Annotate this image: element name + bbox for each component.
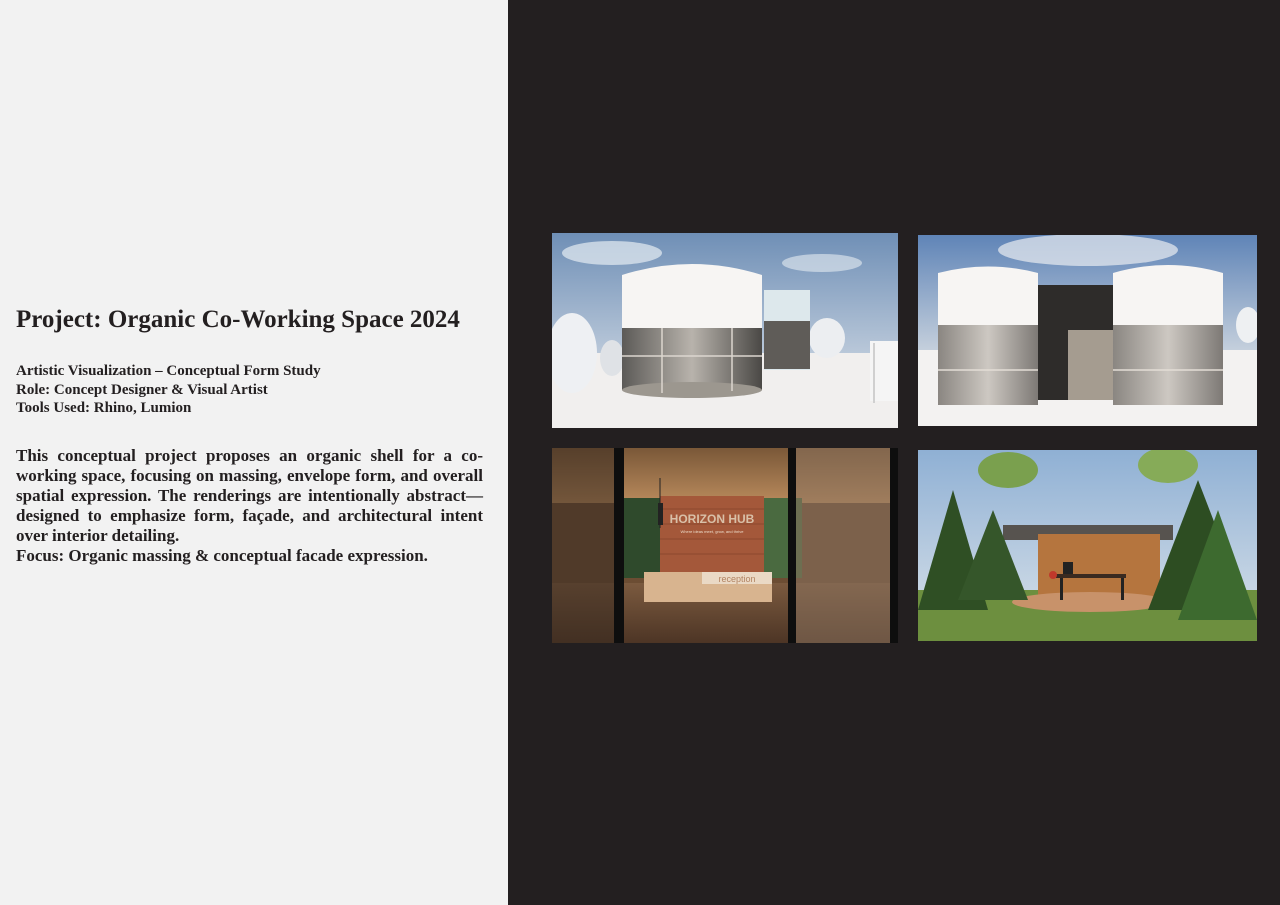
reception-desk-label: reception [718, 574, 756, 584]
project-description: This conceptual project proposes an organic shell for a co-working space, focusing on massing, envelope form, and overall spatial expression. The renderings are intentionally abstract—designed to emphasize form, façade, and architectural intent over interior detailing. [16, 446, 483, 545]
project-role: Role: Concept Designer & Visual Artist [16, 381, 268, 398]
project-meta [16, 362, 486, 418]
render-interior-reception [552, 448, 898, 643]
text-panel [0, 0, 508, 905]
render-exterior-snow-1 [552, 233, 898, 428]
reception-tagline-text: Where ideas meet, grow, and thrive [680, 529, 744, 534]
reception-sign-text: HORIZON HUB [669, 512, 755, 526]
project-focus: Focus: Organic massing & conceptual facade expression. [16, 546, 428, 565]
project-subtitle: Artistic Visualization – Conceptual Form Study [16, 363, 321, 379]
project-tools: Tools Used: Rhino, Lumion [16, 400, 192, 416]
render-exterior-snow-2 [918, 235, 1257, 426]
render-garden-pavilion [918, 450, 1257, 641]
project-title: Project: Organic Co-Working Space 2024 [16, 306, 460, 333]
